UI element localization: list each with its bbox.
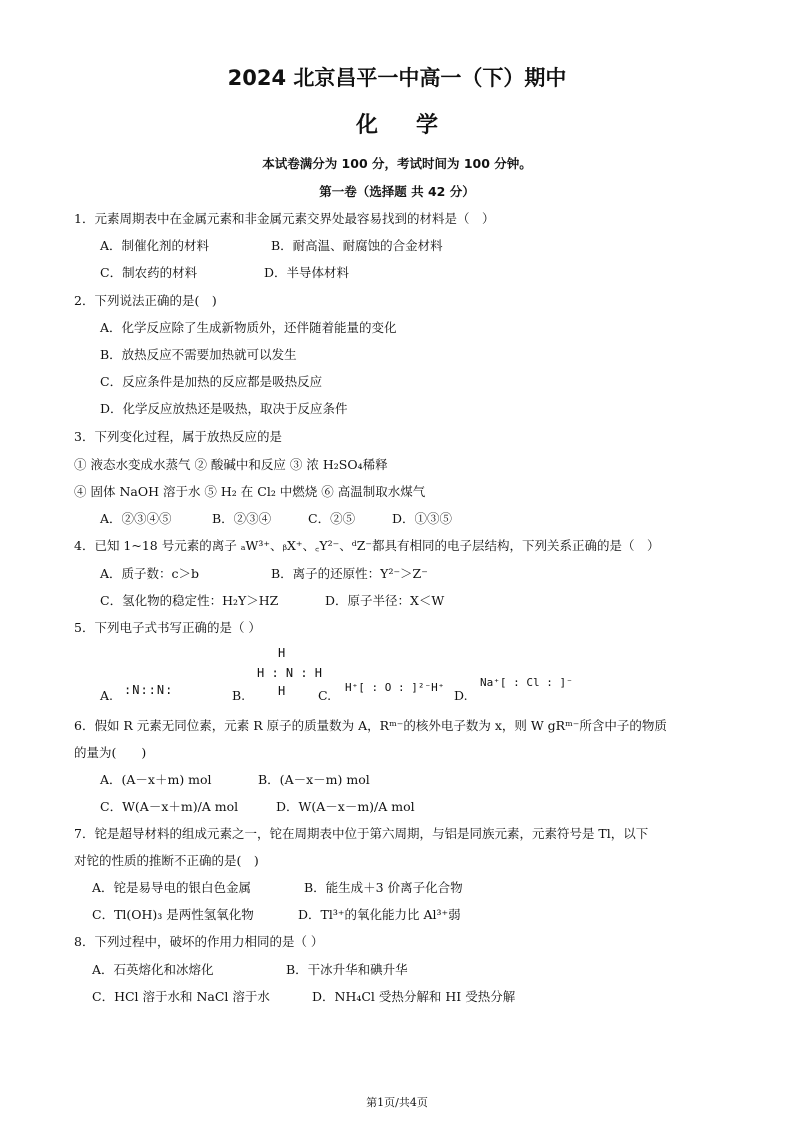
- exam-title: 2024 北京昌平一中高一（下）期中: [227, 66, 567, 90]
- question-5-option-d: D.: [454, 688, 468, 703]
- question-8-option-c: C．HCl 溶于水和 NaCl 溶于水: [92, 989, 270, 1004]
- question-5-option-b: B.: [232, 688, 246, 703]
- question-6-option-b: B．(A－x－m) mol: [258, 772, 370, 787]
- electron-formula-h2o: H⁺[ : O : ]²⁻H⁺: [345, 681, 445, 694]
- question-5-option-a: A.: [100, 688, 114, 703]
- question-3-item-line-1: ① 液态水变成水蒸气 ② 酸碱中和反应 ③ 浓 H₂SO₄稀释: [74, 457, 388, 472]
- question-4-option-b: B．离子的还原性：Y²⁻＞Z⁻: [271, 566, 428, 581]
- electron-formula-n2: :N::N:: [124, 683, 174, 697]
- question-1-option-a: A．制催化剂的材料: [100, 238, 210, 253]
- question-8-stem: 8．下列过程中，破坏的作用力相同的是（ ）: [74, 934, 324, 949]
- question-8-option-a: A．石英熔化和冰熔化: [92, 962, 214, 977]
- question-3-stem: 3．下列变化过程，属于放热反应的是: [74, 429, 282, 444]
- question-6-option-c: C．W(A－x＋m)/A mol: [100, 799, 239, 814]
- question-4-stem: 4．已知 1~18 号元素的离子 ₐW³⁺、ᵦX⁺、꜀Y²⁻、ᵈZ⁻都具有相同的电子层结构，下列关系正确的是（ ）: [74, 538, 660, 553]
- question-4-option-a: A．质子数：c＞b: [100, 566, 200, 581]
- question-2-option-b: B．放热反应不需要加热就可以发生: [100, 347, 297, 362]
- question-2-stem: 2．下列说法正确的是( ): [74, 293, 217, 308]
- subject-title: 化学: [355, 113, 476, 138]
- question-3-option-b: B．②③④: [212, 511, 272, 526]
- question-7-option-a: A．铊是易导电的银白色金属: [92, 880, 252, 895]
- electron-formula-nh3-middle: H : N : H: [257, 666, 323, 680]
- question-5-option-c: C.: [318, 688, 332, 703]
- question-3-option-a: A．②③④⑤: [100, 511, 172, 526]
- question-7-option-c: C．Tl(OH)₃ 是两性氢氧化物: [92, 907, 254, 922]
- section-heading: 第一卷（选择题 共 42 分）: [319, 184, 475, 199]
- question-4-option-c: C．氢化物的稳定性：H₂Y＞HZ: [100, 593, 279, 608]
- question-1-stem: 1．元素周期表中在金属元素和非金属元素交界处最容易找到的材料是（ ）: [74, 211, 495, 226]
- question-1-option-b: B．耐高温、耐腐蚀的合金材料: [271, 238, 443, 253]
- question-6-option-d: D．W(A－x－m)/A mol: [276, 799, 415, 814]
- question-2-option-c: C．反应条件是加热的反应都是吸热反应: [100, 374, 323, 389]
- question-6-stem-continued: 的量为( ): [74, 745, 147, 760]
- question-5-stem: 5．下列电子式书写正确的是（ ）: [74, 620, 261, 635]
- electron-formula-nacl: Na⁺[ : Cl : ]⁻: [480, 676, 573, 689]
- question-6-stem: 6．假如 R 元素无同位素，元素 R 原子的质量数为 A，Rᵐ⁻的核外电子数为 x，则 W gRᵐ⁻所含中子的物质: [74, 718, 667, 733]
- question-8-option-b: B．干冰升华和碘升华: [286, 962, 408, 977]
- electron-formula-nh3-top: H: [278, 646, 286, 660]
- question-1-option-c: C．制农药的材料: [100, 265, 198, 280]
- question-7-stem-continued: 对铊的性质的推断不正确的是( ): [74, 853, 259, 868]
- question-3-option-c: C．②⑤: [308, 511, 356, 526]
- question-8-option-d: D．NH₄Cl 受热分解和 HI 受热分解: [312, 989, 516, 1004]
- electron-formula-nh3-bottom: H: [278, 684, 286, 698]
- question-3-item-line-2: ④ 固体 NaOH 溶于水 ⑤ H₂ 在 Cl₂ 中燃烧 ⑥ 高温制取水煤气: [74, 484, 426, 499]
- question-1-option-d: D．半导体材料: [264, 265, 350, 280]
- exam-info: 本试卷满分为 100 分，考试时间为 100 分钟。: [262, 156, 532, 171]
- question-2-option-a: A．化学反应除了生成新物质外，还伴随着能量的变化: [100, 320, 397, 335]
- question-6-option-a: A．(A－x＋m) mol: [100, 772, 212, 787]
- page-footer: 第1页/共4页: [366, 1096, 428, 1109]
- question-7-option-d: D．Tl³⁺的氧化能力比 Al³⁺弱: [298, 907, 461, 922]
- question-7-option-b: B．能生成＋3 价离子化合物: [304, 880, 463, 895]
- question-2-option-d: D．化学反应放热还是吸热，取决于反应条件: [100, 401, 348, 416]
- question-4-option-d: D．原子半径：X＜W: [325, 593, 445, 608]
- question-3-option-d: D．①③⑤: [392, 511, 453, 526]
- question-7-stem: 7．铊是超导材料的组成元素之一，铊在周期表中位于第六周期，与铝是同族元素，元素符号是 Tl，以下: [74, 826, 649, 841]
